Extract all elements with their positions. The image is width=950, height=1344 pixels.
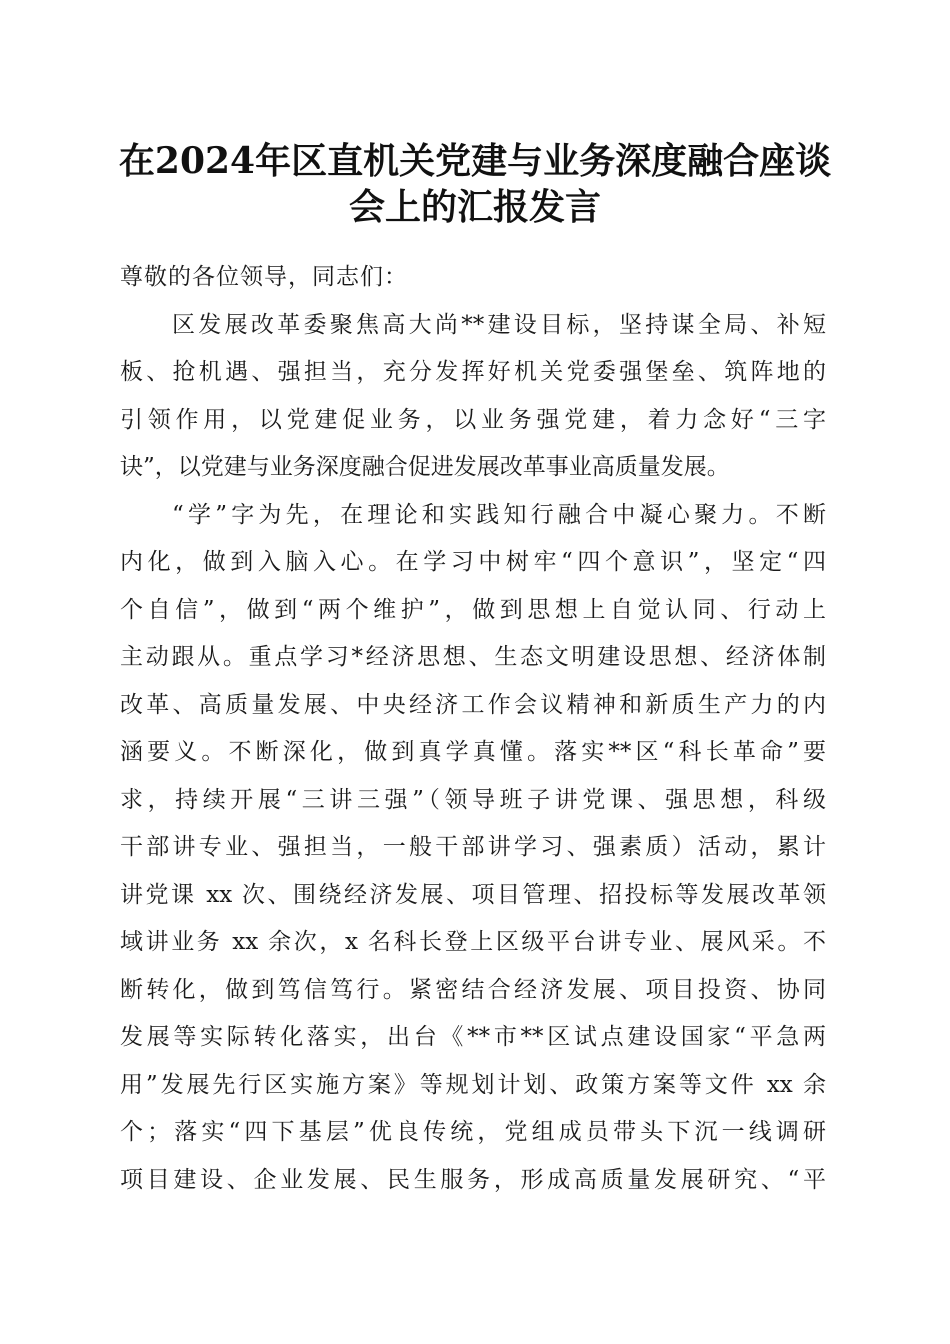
paragraph-line: 用”发展先行区实施方案》等规划计划、政策方案等文件 xx 余 <box>120 1071 826 1098</box>
salutation: 尊敬的各位领导，同志们： <box>120 264 408 290</box>
paragraph-line: 求，持续开展“三讲三强”（领导班子讲党课、强思想，科级 <box>120 786 826 813</box>
paragraph-line: 发展等实际转化落实，出台《**市**区试点建设国家“平急两 <box>120 1024 826 1050</box>
paragraph-1 <box>120 302 826 492</box>
title-line: 会上的汇报发言 <box>348 186 601 228</box>
paragraph-line: 个自信”，做到“两个维护”，做到思想上自觉认同、行动上 <box>120 596 826 623</box>
paragraph-line: 域讲业务 xx 余次，x 名科长登上区级平台讲专业、展风采。不 <box>120 929 826 955</box>
paragraph-line: 改革、高质量发展、中央经济工作会议精神和新质生产力的内 <box>120 691 826 718</box>
paragraph-line: “学”字为先，在理论和实践知行融合中凝心聚力。不断 <box>172 501 826 528</box>
paragraph-line: 板、抢机遇、强担当，充分发挥好机关党委强堡垒、筑阵地的 <box>120 359 826 385</box>
paragraph-line: 内化，做到入脑入心。在学习中树牢“四个意识”，坚定“四 <box>120 549 826 575</box>
document-title <box>100 138 850 230</box>
paragraph-line: 引领作用，以党建促业务，以业务强党建，着力念好“三字 <box>120 406 826 433</box>
title-line: 在2024年区直机关党建与业务深度融合座谈 <box>118 140 832 182</box>
paragraph-line: 个；落实“四下基层”优良传统，党组成员带头下沉一线调研 <box>120 1119 826 1145</box>
paragraph-2 <box>120 492 826 1205</box>
paragraph-line: 主动跟从。重点学习*经济思想、生态文明建设思想、经济体制 <box>120 644 826 670</box>
paragraph-line: 涵要义。不断深化，做到真学真懂。落实**区“科长革命”要 <box>120 739 826 765</box>
paragraph-line: 干部讲专业、强担当，一般干部讲学习、强素质）活动，累计 <box>120 834 826 860</box>
paragraph-line: 讲党课 xx 次、围绕经济发展、项目管理、招投标等发展改革领 <box>120 881 826 908</box>
paragraph-line: 区发展改革委聚焦高大尚**建设目标，坚持谋全局、补短 <box>172 311 826 338</box>
document-body <box>120 254 826 1204</box>
paragraph-line: 项目建设、企业发展、民生服务，形成高质量发展研究、“平 <box>120 1166 826 1193</box>
paragraph-line: 诀”，以党建与业务深度融合促进发展改革事业高质量发展。 <box>120 454 730 480</box>
paragraph-line: 断转化，做到笃信笃行。紧密结合经济发展、项目投资、协同 <box>120 976 826 1003</box>
